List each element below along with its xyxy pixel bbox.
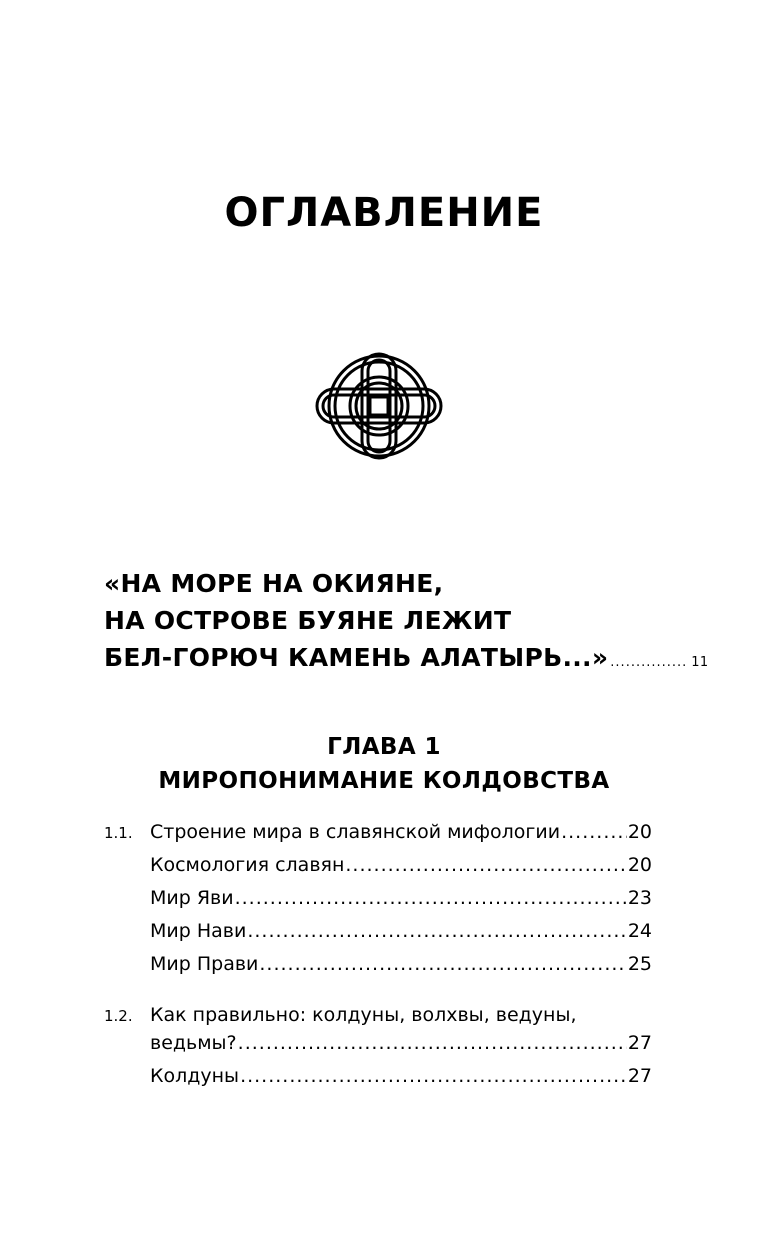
chapter-number: ГЛАВА 1 [327, 734, 441, 760]
page-number: 25 [627, 953, 652, 975]
toc-entry[interactable] [104, 854, 652, 887]
leader-dots [235, 887, 627, 909]
leader-dots: ............... [610, 655, 688, 670]
entry-title: ведьмы? [150, 1032, 237, 1054]
page-number: 20 [627, 854, 652, 876]
epigraph-line-1: «НА МОРЕ НА ОКИЯНЕ, [104, 569, 444, 598]
toc-entry[interactable] [104, 1004, 652, 1032]
toc-entry-continued[interactable] [104, 1032, 652, 1065]
epigraph-line-3: БЕЛ-ГОРЮЧ КАМЕНЬ АЛАТЫРЬ...» [104, 643, 609, 672]
leader-dots [247, 920, 626, 942]
page-number: 24 [627, 920, 652, 942]
section-number: 1.2. [104, 1007, 133, 1025]
entry-title: Мир Нави [150, 920, 247, 942]
entry-title: Как правильно: колдуны, волхвы, ведуны, [150, 1004, 577, 1026]
epigraph-line-2: НА ОСТРОВЕ БУЯНЕ ЛЕЖИТ [104, 606, 512, 635]
page-number: 23 [627, 887, 652, 909]
leader-dots [240, 1065, 627, 1087]
leader-dots [561, 821, 627, 843]
toc-entry[interactable] [104, 887, 652, 920]
entry-title: Мир Прави [150, 953, 259, 975]
leader-dots [345, 854, 626, 876]
toc-entry[interactable] [104, 920, 652, 953]
page-number: 27 [627, 1032, 652, 1054]
leader-dots [238, 1032, 627, 1054]
epigraph-entry[interactable] [104, 565, 709, 681]
leader-dots [259, 953, 626, 975]
toc-section-1 [104, 821, 652, 986]
entry-title: Колдуны [150, 1065, 240, 1087]
page-number: 27 [627, 1065, 652, 1087]
toc-section-2 [104, 1004, 652, 1098]
page-title: ОГЛАВЛЕНИЕ [224, 190, 544, 236]
entry-title: Космология славян [150, 854, 345, 876]
page-number: 11 [691, 655, 709, 670]
chapter-title: МИРОПОНИМАНИЕ КОЛДОВСТВА [158, 768, 610, 794]
toc-entry[interactable] [104, 821, 652, 854]
chapter-heading [0, 730, 768, 798]
toc-entry[interactable] [104, 1065, 652, 1098]
entry-title: Мир Яви [150, 887, 234, 909]
celtic-knot-icon [314, 346, 444, 466]
entry-title: Строение мира в славянской мифологии [150, 821, 561, 843]
section-number: 1.1. [104, 824, 133, 842]
page-number: 20 [627, 821, 652, 843]
toc-entry[interactable] [104, 953, 652, 986]
